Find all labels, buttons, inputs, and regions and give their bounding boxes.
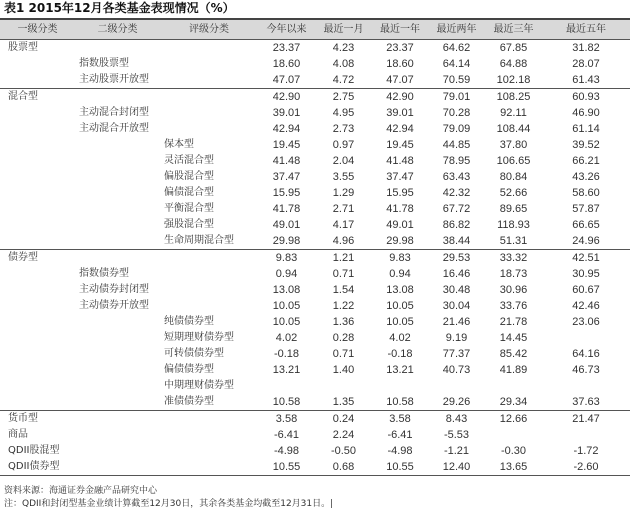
table-row — [0, 443, 630, 459]
return-value: 4.02 — [389, 332, 411, 344]
return-value: 0.68 — [315, 459, 372, 476]
category-l3: 平衡混合型 — [164, 203, 214, 214]
category-l2 — [75, 394, 160, 411]
return-value: 19.45 — [386, 139, 414, 151]
return-value: 10.58 — [386, 396, 414, 408]
return-value: 8.43 — [428, 411, 485, 428]
return-value: 9.83 — [258, 250, 315, 267]
return-value: 70.28 — [442, 107, 471, 119]
return-value: 1.35 — [332, 396, 355, 408]
category-l2 — [75, 346, 160, 362]
table-title: 表1 2015年12月各类基金表现情况（%） — [4, 1, 235, 15]
return-value: 41.89 — [499, 364, 528, 376]
return-value: 66.21 — [572, 155, 600, 167]
column-header: 最近一年 — [372, 19, 428, 40]
return-value: 4.02 — [275, 332, 298, 344]
return-value: 64.88 — [499, 58, 528, 70]
category-l2 — [75, 427, 160, 443]
category-l3 — [160, 40, 258, 57]
category-l1 — [0, 137, 75, 153]
return-value: 47.07 — [272, 74, 301, 86]
return-value: 23.37 — [372, 40, 428, 57]
category-l1 — [0, 233, 75, 250]
return-value: -0.30 — [500, 445, 527, 457]
return-value: 37.80 — [499, 139, 528, 151]
return-value: 30.48 — [442, 284, 471, 296]
table-row — [0, 378, 630, 394]
return-value: 29.26 — [442, 396, 471, 408]
return-value: 38.44 — [442, 235, 471, 247]
return-value: 23.37 — [258, 40, 315, 57]
return-value: 41.48 — [386, 155, 414, 167]
category-l1 — [0, 362, 75, 378]
return-value: 30.95 — [572, 268, 600, 280]
return-value: 14.45 — [499, 332, 528, 344]
table-row — [0, 298, 630, 314]
return-value: 79.01 — [428, 89, 485, 106]
category-l2 — [75, 330, 160, 346]
return-value: 1.36 — [332, 316, 355, 328]
return-value: 23.06 — [572, 316, 600, 328]
return-value: 4.72 — [332, 74, 355, 86]
column-header: 最近三年 — [485, 19, 542, 40]
table-row — [0, 56, 630, 72]
return-value: 57.87 — [572, 203, 600, 215]
table-row — [0, 185, 630, 201]
category-l2 — [75, 250, 160, 267]
return-value: -0.18 — [387, 348, 413, 360]
table-row — [0, 121, 630, 137]
return-value: 42.46 — [572, 300, 600, 312]
category-l3: 偏股混合型 — [164, 171, 214, 182]
return-value: -0.50 — [330, 445, 357, 457]
return-value: 29.98 — [386, 235, 414, 247]
return-value: 21.78 — [499, 316, 528, 328]
return-value: 51.31 — [499, 235, 528, 247]
table-row — [0, 394, 630, 411]
return-value: 29.34 — [499, 396, 528, 408]
remark-note: 注：QDII和封闭型基金业绩计算截至12月30日，其余各类基金均截至12月31日。| — [4, 499, 334, 509]
return-value: 85.42 — [499, 348, 528, 360]
return-value: 49.01 — [386, 219, 414, 231]
category-l2: 指数债券型 — [79, 268, 129, 279]
category-l3 — [160, 427, 258, 443]
return-value: 37.63 — [572, 396, 600, 408]
return-value: 10.55 — [372, 459, 428, 476]
category-l2: 指数股票型 — [79, 58, 129, 69]
return-value: 0.71 — [332, 268, 355, 280]
column-header: 二级分类 — [75, 19, 160, 40]
return-value: 10.58 — [272, 396, 301, 408]
return-value: 30.04 — [442, 300, 471, 312]
return-value: 64.14 — [442, 58, 471, 70]
return-value: 18.60 — [386, 58, 414, 70]
return-value: 42.90 — [258, 89, 315, 106]
return-value: 60.67 — [572, 284, 600, 296]
return-value: 64.62 — [428, 40, 485, 57]
return-value: -2.60 — [542, 459, 630, 476]
category-l3 — [160, 459, 258, 476]
return-value: 12.66 — [485, 411, 542, 428]
return-value: 2.75 — [315, 89, 372, 106]
category-l1 — [0, 121, 75, 137]
return-value — [485, 427, 542, 443]
category-l3: 保本型 — [164, 139, 194, 150]
return-value: 0.24 — [315, 411, 372, 428]
return-value: 4.17 — [332, 219, 355, 231]
return-value: 80.84 — [499, 171, 528, 183]
category-l1 — [0, 56, 75, 72]
category-l1 — [0, 201, 75, 217]
table-row — [0, 266, 630, 282]
return-value: 61.43 — [572, 74, 600, 86]
category-l1: QDII债券型 — [0, 459, 75, 476]
return-value: 0.94 — [389, 268, 411, 280]
return-value: 92.11 — [500, 107, 527, 119]
table-row — [0, 411, 630, 428]
return-value: 33.32 — [485, 250, 542, 267]
return-value: 42.51 — [542, 250, 630, 267]
category-l1 — [0, 185, 75, 201]
return-value: 47.07 — [386, 74, 414, 86]
category-l2 — [75, 378, 160, 394]
return-value: 37.47 — [272, 171, 301, 183]
table-row — [0, 362, 630, 378]
category-l2 — [75, 153, 160, 169]
category-l1 — [0, 217, 75, 233]
return-value: -5.53 — [443, 429, 470, 441]
category-l1 — [0, 105, 75, 121]
return-value: 31.82 — [542, 40, 630, 57]
return-value — [542, 378, 630, 394]
category-l2: 主动混合开放型 — [79, 123, 149, 134]
category-l2: 主动债券开放型 — [79, 300, 149, 311]
return-value: 46.90 — [572, 107, 600, 119]
return-value: 46.73 — [572, 364, 600, 376]
return-value: 24.96 — [572, 235, 600, 247]
table-row — [0, 137, 630, 153]
table-row — [0, 72, 630, 89]
return-value: 89.65 — [499, 203, 528, 215]
return-value: -6.41 — [273, 429, 300, 441]
return-value: 49.01 — [272, 219, 301, 231]
category-l2 — [75, 40, 160, 57]
return-value: 3.55 — [332, 171, 355, 183]
category-l3 — [160, 72, 258, 89]
return-value: 108.44 — [496, 123, 531, 135]
return-value: 4.23 — [315, 40, 372, 57]
category-l2 — [75, 169, 160, 185]
column-header: 最近五年 — [542, 19, 630, 40]
return-value: 39.52 — [572, 139, 600, 151]
category-l3 — [160, 56, 258, 72]
column-header: 今年以来 — [258, 19, 315, 40]
return-value: -6.41 — [387, 429, 413, 441]
category-l2 — [75, 233, 160, 250]
return-value: 42.94 — [272, 123, 301, 135]
category-l2 — [75, 201, 160, 217]
table-row — [0, 346, 630, 362]
return-value: 19.45 — [272, 139, 301, 151]
table-row — [0, 169, 630, 185]
return-value: 43.26 — [572, 171, 600, 183]
category-l3: 偏债混合型 — [164, 187, 214, 198]
table-row — [0, 201, 630, 217]
return-value: 1.40 — [332, 364, 355, 376]
return-value: 1.29 — [332, 187, 355, 199]
return-value: 1.54 — [332, 284, 355, 296]
category-l2 — [75, 459, 160, 476]
return-value: 2.73 — [332, 123, 355, 135]
header-row — [0, 19, 630, 40]
return-value: 10.05 — [386, 316, 414, 328]
return-value: 106.65 — [496, 155, 531, 167]
return-value: 108.25 — [485, 89, 542, 106]
return-value: -4.98 — [273, 445, 300, 457]
category-l3: 中期理财债券型 — [164, 380, 234, 391]
table-row — [0, 282, 630, 298]
category-l1: 货币型 — [0, 411, 75, 428]
category-l3 — [160, 282, 258, 298]
category-l3: 可转债债券型 — [164, 348, 224, 359]
category-l3 — [160, 298, 258, 314]
return-value: 10.05 — [272, 300, 301, 312]
table-row — [0, 217, 630, 233]
return-value: 41.48 — [272, 155, 301, 167]
table-row — [0, 330, 630, 346]
return-value: 102.18 — [496, 74, 531, 86]
category-l1 — [0, 169, 75, 185]
category-l2: 主动股票开放型 — [79, 74, 149, 85]
return-value: 1.21 — [315, 250, 372, 267]
source-note: 资料来源：海通证券金融产品研究中心 — [4, 486, 158, 496]
category-l2 — [75, 314, 160, 330]
return-value: 9.83 — [372, 250, 428, 267]
category-l1: QDII股混型 — [8, 445, 60, 456]
return-value: 13.08 — [386, 284, 414, 296]
category-l3 — [160, 250, 258, 267]
category-l1 — [0, 298, 75, 314]
return-value: 64.16 — [572, 348, 600, 360]
category-l3 — [160, 266, 258, 282]
category-l2 — [75, 411, 160, 428]
category-l1: 商品 — [8, 429, 28, 440]
table-row — [0, 153, 630, 169]
fund-performance-table — [0, 18, 630, 476]
return-value: 30.96 — [499, 284, 528, 296]
return-value — [315, 378, 372, 394]
return-value: 39.01 — [386, 107, 414, 119]
return-value: 44.85 — [442, 139, 471, 151]
column-header: 评级分类 — [160, 19, 258, 40]
return-value: 118.93 — [497, 219, 530, 231]
return-value: 13.08 — [272, 284, 301, 296]
return-value — [542, 427, 630, 443]
return-value: 60.93 — [542, 89, 630, 106]
return-value: 70.59 — [442, 74, 471, 86]
category-l3: 短期理财债券型 — [164, 332, 234, 343]
return-value: 4.95 — [332, 107, 355, 119]
table-row — [0, 89, 630, 106]
return-value: 0.94 — [275, 268, 298, 280]
category-l2: 主动债券封闭型 — [79, 284, 149, 295]
return-value — [258, 378, 315, 394]
return-value: 66.65 — [572, 219, 600, 231]
return-value: 2.24 — [332, 429, 355, 441]
return-value: 77.37 — [442, 348, 471, 360]
return-value: 33.76 — [499, 300, 528, 312]
return-value: 9.19 — [445, 332, 468, 344]
category-l1 — [0, 266, 75, 282]
category-l3: 准债债券型 — [164, 396, 214, 407]
category-l2 — [75, 443, 160, 459]
return-value: 41.78 — [386, 203, 414, 215]
return-value: 10.55 — [258, 459, 315, 476]
return-value: 2.04 — [332, 155, 355, 167]
return-value: -0.18 — [273, 348, 300, 360]
category-l2 — [75, 217, 160, 233]
return-value: 21.46 — [442, 316, 471, 328]
category-l3 — [160, 89, 258, 106]
return-value: 63.43 — [442, 171, 471, 183]
return-value: 13.65 — [485, 459, 542, 476]
return-value: 61.14 — [572, 123, 600, 135]
return-value: -1.72 — [573, 445, 599, 457]
category-l2: 主动混合封闭型 — [79, 107, 149, 118]
category-l2 — [75, 137, 160, 153]
return-value: 78.95 — [442, 155, 471, 167]
return-value: 3.58 — [372, 411, 428, 428]
category-l3: 生命周期混合型 — [164, 235, 234, 246]
return-value — [428, 378, 485, 394]
return-value: 13.21 — [272, 364, 301, 376]
return-value: 10.05 — [272, 316, 301, 328]
category-l3 — [160, 105, 258, 121]
return-value: 13.21 — [386, 364, 414, 376]
category-l1: 股票型 — [0, 40, 75, 57]
return-value: 52.66 — [499, 187, 528, 199]
category-l2 — [75, 362, 160, 378]
return-value: 67.85 — [485, 40, 542, 57]
return-value: 42.90 — [372, 89, 428, 106]
return-value: 16.46 — [442, 268, 471, 280]
return-value: 10.05 — [386, 300, 414, 312]
category-l3 — [160, 121, 258, 137]
return-value: 37.47 — [386, 171, 414, 183]
return-value: 0.28 — [332, 332, 355, 344]
return-value: 79.09 — [442, 123, 471, 135]
return-value: 12.40 — [428, 459, 485, 476]
return-value: 15.95 — [272, 187, 301, 199]
category-l1: 混合型 — [0, 89, 75, 106]
return-value: 58.60 — [572, 187, 600, 199]
return-value: 0.71 — [332, 348, 355, 360]
table-row — [0, 105, 630, 121]
table-row — [0, 233, 630, 250]
category-l1 — [0, 282, 75, 298]
category-l2 — [75, 185, 160, 201]
return-value: 41.78 — [272, 203, 301, 215]
category-l3: 纯债债券型 — [164, 316, 214, 327]
return-value: 42.94 — [386, 123, 414, 135]
table-row — [0, 427, 630, 443]
return-value: 67.72 — [442, 203, 471, 215]
return-value: -4.98 — [387, 445, 413, 457]
category-l2 — [75, 89, 160, 106]
return-value: 86.82 — [442, 219, 471, 231]
category-l3 — [160, 411, 258, 428]
return-value: 21.47 — [542, 411, 630, 428]
category-l1 — [0, 314, 75, 330]
table-row — [0, 314, 630, 330]
return-value: 15.95 — [386, 187, 414, 199]
return-value: 1.22 — [332, 300, 355, 312]
category-l1 — [0, 72, 75, 89]
category-l3 — [160, 443, 258, 459]
return-value — [485, 378, 542, 394]
column-header: 一级分类 — [0, 19, 75, 40]
table-row — [0, 40, 630, 57]
category-l1 — [0, 378, 75, 394]
return-value — [372, 378, 428, 394]
return-value: 18.60 — [272, 58, 301, 70]
category-l1 — [0, 330, 75, 346]
category-l3: 强股混合型 — [164, 219, 214, 230]
return-value: 3.58 — [258, 411, 315, 428]
return-value: 39.01 — [272, 107, 301, 119]
return-value: 29.53 — [428, 250, 485, 267]
return-value: 0.97 — [332, 139, 355, 151]
table-row — [0, 250, 630, 267]
category-l3: 偏债债券型 — [164, 364, 214, 375]
category-l3: 灵活混合型 — [164, 155, 214, 166]
column-header: 最近一月 — [315, 19, 372, 40]
return-value: 42.32 — [442, 187, 471, 199]
return-value: 2.71 — [332, 203, 355, 215]
category-l1 — [0, 346, 75, 362]
return-value: 40.73 — [442, 364, 471, 376]
return-value: 28.07 — [572, 58, 600, 70]
return-value: 4.96 — [332, 235, 355, 247]
return-value — [542, 330, 630, 346]
return-value: 29.98 — [272, 235, 301, 247]
category-l1 — [0, 394, 75, 411]
category-l1: 债券型 — [0, 250, 75, 267]
return-value: 18.73 — [499, 268, 528, 280]
table-row — [0, 459, 630, 476]
column-header: 最近两年 — [428, 19, 485, 40]
return-value: -1.21 — [443, 445, 470, 457]
return-value: 4.08 — [332, 58, 355, 70]
category-l1 — [0, 153, 75, 169]
footnotes — [4, 485, 333, 511]
